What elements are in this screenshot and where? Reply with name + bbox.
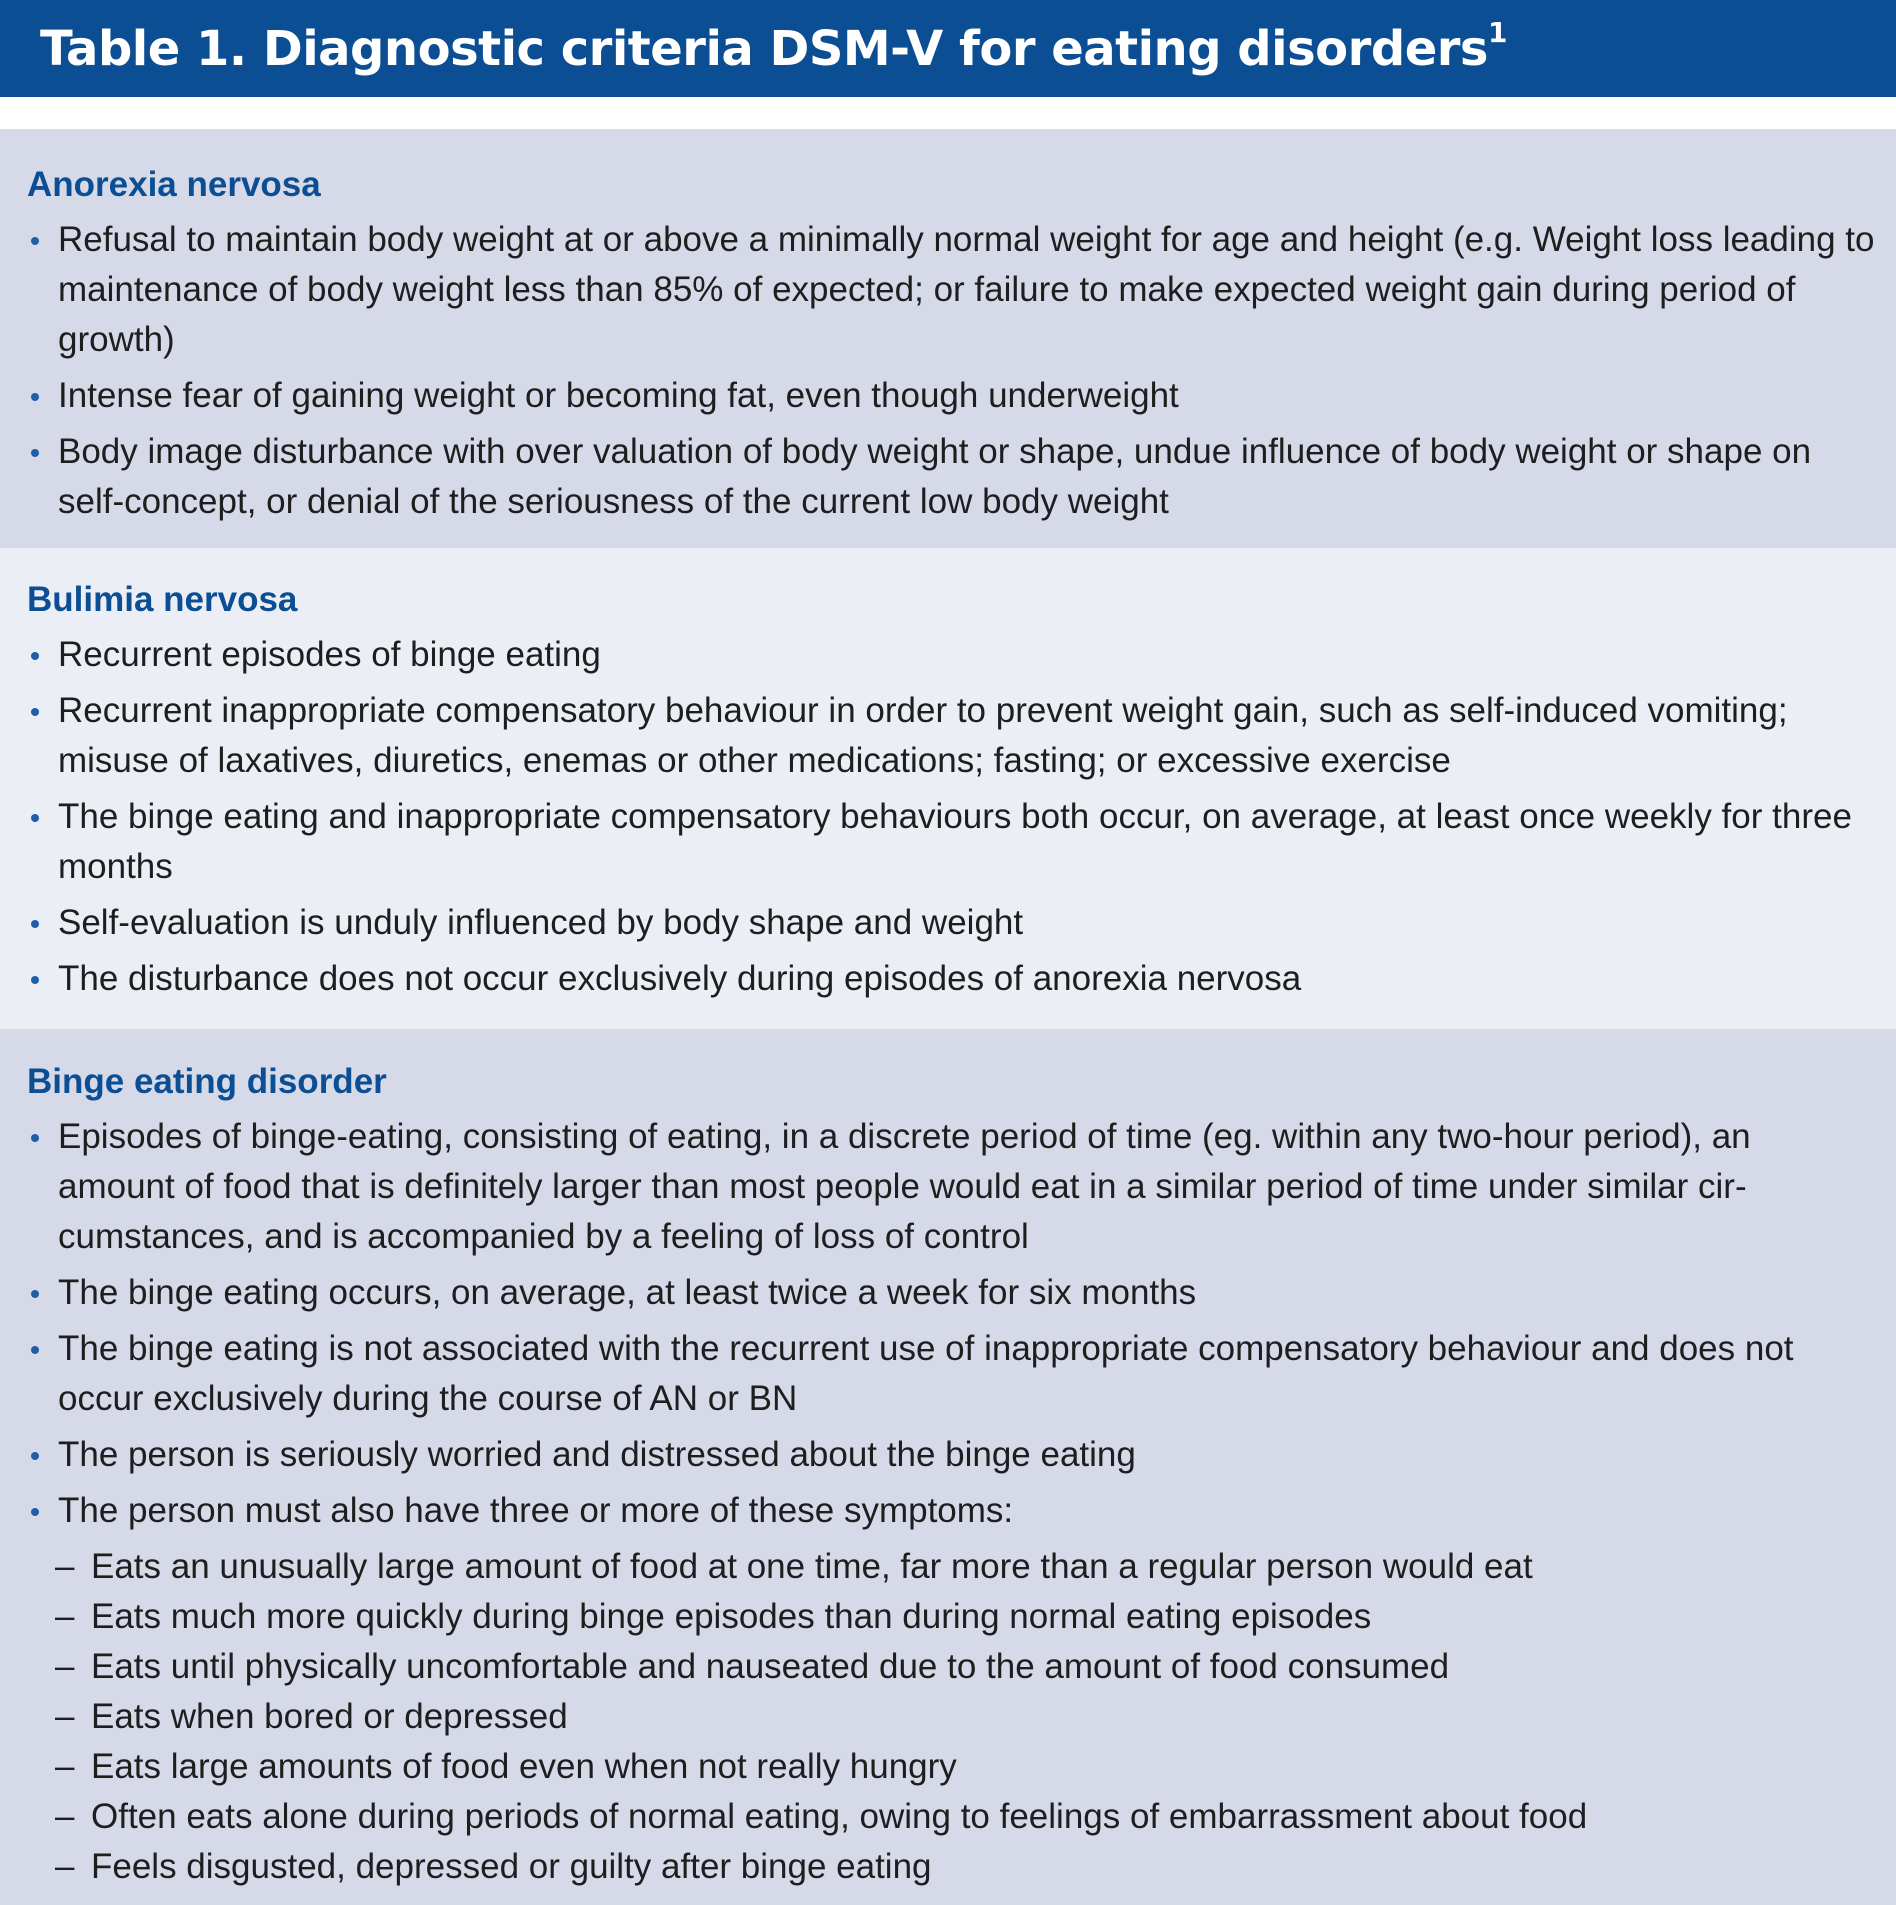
section-bulimia-nervosa [0, 548, 1896, 1029]
criterion-item [27, 792, 1876, 892]
criterion-item [27, 630, 1876, 680]
bullet-icon [31, 976, 39, 984]
section-anorexia-nervosa [0, 129, 1896, 548]
criterion-text: Recurrent episodes of binge eating [58, 635, 601, 674]
dash-icon: – [55, 1647, 75, 1686]
dash-icon: – [55, 1597, 75, 1636]
symptom-item [27, 1792, 1876, 1842]
table-title-text: Table 1. Diagnostic criteria DSM-V for eating disorders [40, 20, 1488, 77]
section-heading: Bulimia nervosa [27, 580, 298, 619]
symptom-item [27, 1692, 1876, 1742]
criteria-list [27, 215, 1876, 527]
criterion-item [27, 1268, 1876, 1318]
criterion-item [27, 1430, 1876, 1480]
criterion-item [27, 954, 1876, 1004]
criterion-text: Self-evaluation is unduly influenced by body shape and weight [58, 903, 1024, 942]
section-heading: Anorexia nervosa [27, 165, 321, 204]
bullet-icon [31, 920, 39, 928]
criterion-item [27, 427, 1876, 527]
bullet-icon [31, 1290, 39, 1298]
table-title [40, 15, 1507, 77]
bullet-icon [31, 1452, 39, 1460]
criterion-text: The disturbance does not occur exclusively during episodes of anorexia nervosa [58, 959, 1302, 998]
dash-icon: – [55, 1547, 75, 1586]
symptom-item [27, 1642, 1876, 1692]
symptom-text: Eats large amounts of food even when not really hungry [91, 1747, 957, 1786]
symptom-item [27, 1542, 1876, 1592]
dash-icon: – [55, 1747, 75, 1786]
criterion-text: The binge eating occurs, on average, at least twice a week for six months [58, 1273, 1197, 1312]
criterion-text: The person must also have three or more of these symptoms: [58, 1491, 1014, 1530]
bullet-icon [31, 237, 39, 245]
symptom-text: Eats an unusually large amount of food at one time, far more than a regular person would eat [91, 1547, 1533, 1586]
bullet-icon [31, 449, 39, 457]
criterion-text: Recurrent inappropriate compensatory behaviour in order to prevent weight gain, such as self-induced vomiting; misuse of laxatives, diuretics, enemas or other medications; fasting; or excessive exercise [58, 691, 1788, 780]
criterion-text: Body image disturbance with over valuation of body weight or shape, undue influence of body weight or shape on self-concept, or denial of the seriousness of the current low body weight [58, 432, 1812, 521]
bullet-icon [31, 814, 39, 822]
symptom-item [27, 1842, 1876, 1892]
bullet-icon [31, 708, 39, 716]
bullet-icon [31, 1346, 39, 1354]
criterion-item [27, 898, 1876, 948]
symptom-text: Eats when bored or depressed [91, 1697, 568, 1736]
criterion-item [27, 1486, 1876, 1536]
dash-icon: – [55, 1847, 75, 1886]
symptom-text: Feels disgusted, depressed or guilty after binge eating [91, 1847, 932, 1886]
criteria-list [27, 1112, 1876, 1536]
criterion-text: Intense fear of gaining weight or becoming fat, even though underweight [58, 376, 1179, 415]
symptom-text: Often eats alone during periods of normal eating, owing to feelings of embarrassment about food [91, 1797, 1588, 1836]
bullet-icon [31, 393, 39, 401]
symptom-text: Eats much more quickly during binge episodes than during normal eating episodes [91, 1597, 1372, 1636]
criterion-text: The person is seriously worried and distressed about the binge eating [58, 1435, 1136, 1474]
bullet-icon [31, 1134, 39, 1142]
criterion-text: The binge eating is not associated with the recurrent use of inappropriate compensatory behaviour and does not occur exclusively during the course of AN or BN [58, 1329, 1794, 1418]
title-footnote-ref: 1 [1487, 15, 1507, 49]
criterion-item [27, 215, 1876, 365]
section-binge-eating-disorder [0, 1029, 1896, 1905]
symptom-list [27, 1542, 1876, 1892]
symptom-text: Eats until physically uncomfortable and nauseated due to the amount of food consumed [91, 1647, 1450, 1686]
dash-icon: – [55, 1797, 75, 1836]
criteria-list [27, 630, 1876, 1004]
criterion-item [27, 686, 1876, 786]
criterion-text: The binge eating and inappropriate compensatory behaviours both occur, on average, at least once weekly for three months [58, 797, 1852, 886]
criterion-item [27, 1324, 1876, 1424]
criterion-item [27, 371, 1876, 421]
symptom-item [27, 1592, 1876, 1642]
bullet-icon [31, 652, 39, 660]
bullet-icon [31, 1508, 39, 1516]
section-heading: Binge eating disorder [27, 1062, 387, 1101]
criterion-text: Episodes of binge-eating, consisting of eating, in a discrete period of time (eg. within any two-hour period), an amount of food that is definitely larger than most people would eat in a similar period of time under similar cir-cumstances, and is accompanied by a feeling of loss of control [58, 1117, 1751, 1256]
symptom-item [27, 1742, 1876, 1792]
dash-icon: – [55, 1697, 75, 1736]
criterion-item [27, 1112, 1876, 1262]
criterion-text: Refusal to maintain body weight at or above a minimally normal weight for age and height (e.g. Weight loss leading to maintenance of body weight less than 85% of expected; or failure to make expected weight gain during period of growth) [58, 220, 1875, 359]
table-title-bar [0, 0, 1896, 97]
